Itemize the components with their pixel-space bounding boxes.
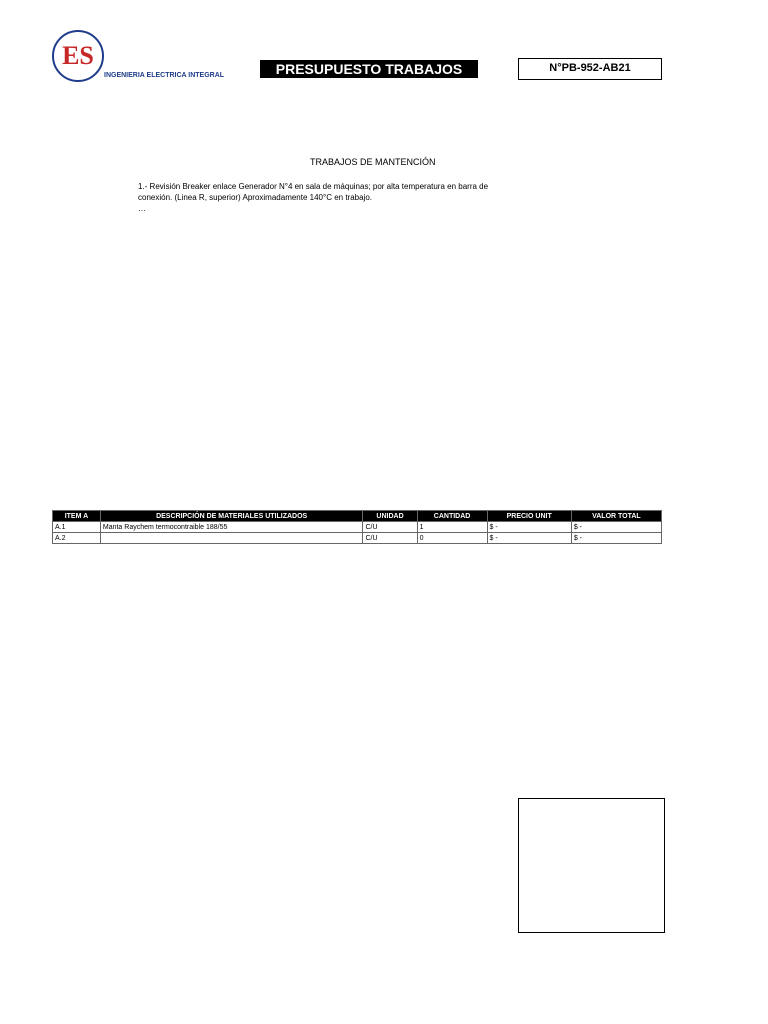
work-line: … [138,204,146,213]
company-logo: ES [52,30,104,82]
budget-number: N°PB-952-AB21 [518,58,662,80]
table-row: A.1 Manta Raychem termocontraible 188/55 C/U 1 $ - $ - [53,522,662,533]
document-title: PRESUPUESTO TRABAJOS [260,60,478,78]
signature-box [518,798,665,933]
detail-title: TRABAJOS DE MANTENCIÓN [310,157,436,167]
work-line: 1.- Revisión Breaker enlace Generador N°4 en sala de máquinas; por alta temperatura en barra de [138,182,489,191]
company-name: INGENIERIA ELECTRICA INTEGRAL [104,72,225,79]
table-materials: ITEM A DESCRIPCIÓN DE MATERIALES UTILIZADOS UNIDAD CANTIDAD PRECIO UNIT VALOR TOTAL A.1 Manta Raychem termocontraible 188/55 C/U 1 $ - $ - A.2 C/U 0 $ - $ - [52,510,662,544]
table-row: A.2 C/U 0 $ - $ - [53,533,662,544]
work-line: conexión. (Linea R, superior) Aproximadamente 140°C en trabajo. [138,193,372,202]
